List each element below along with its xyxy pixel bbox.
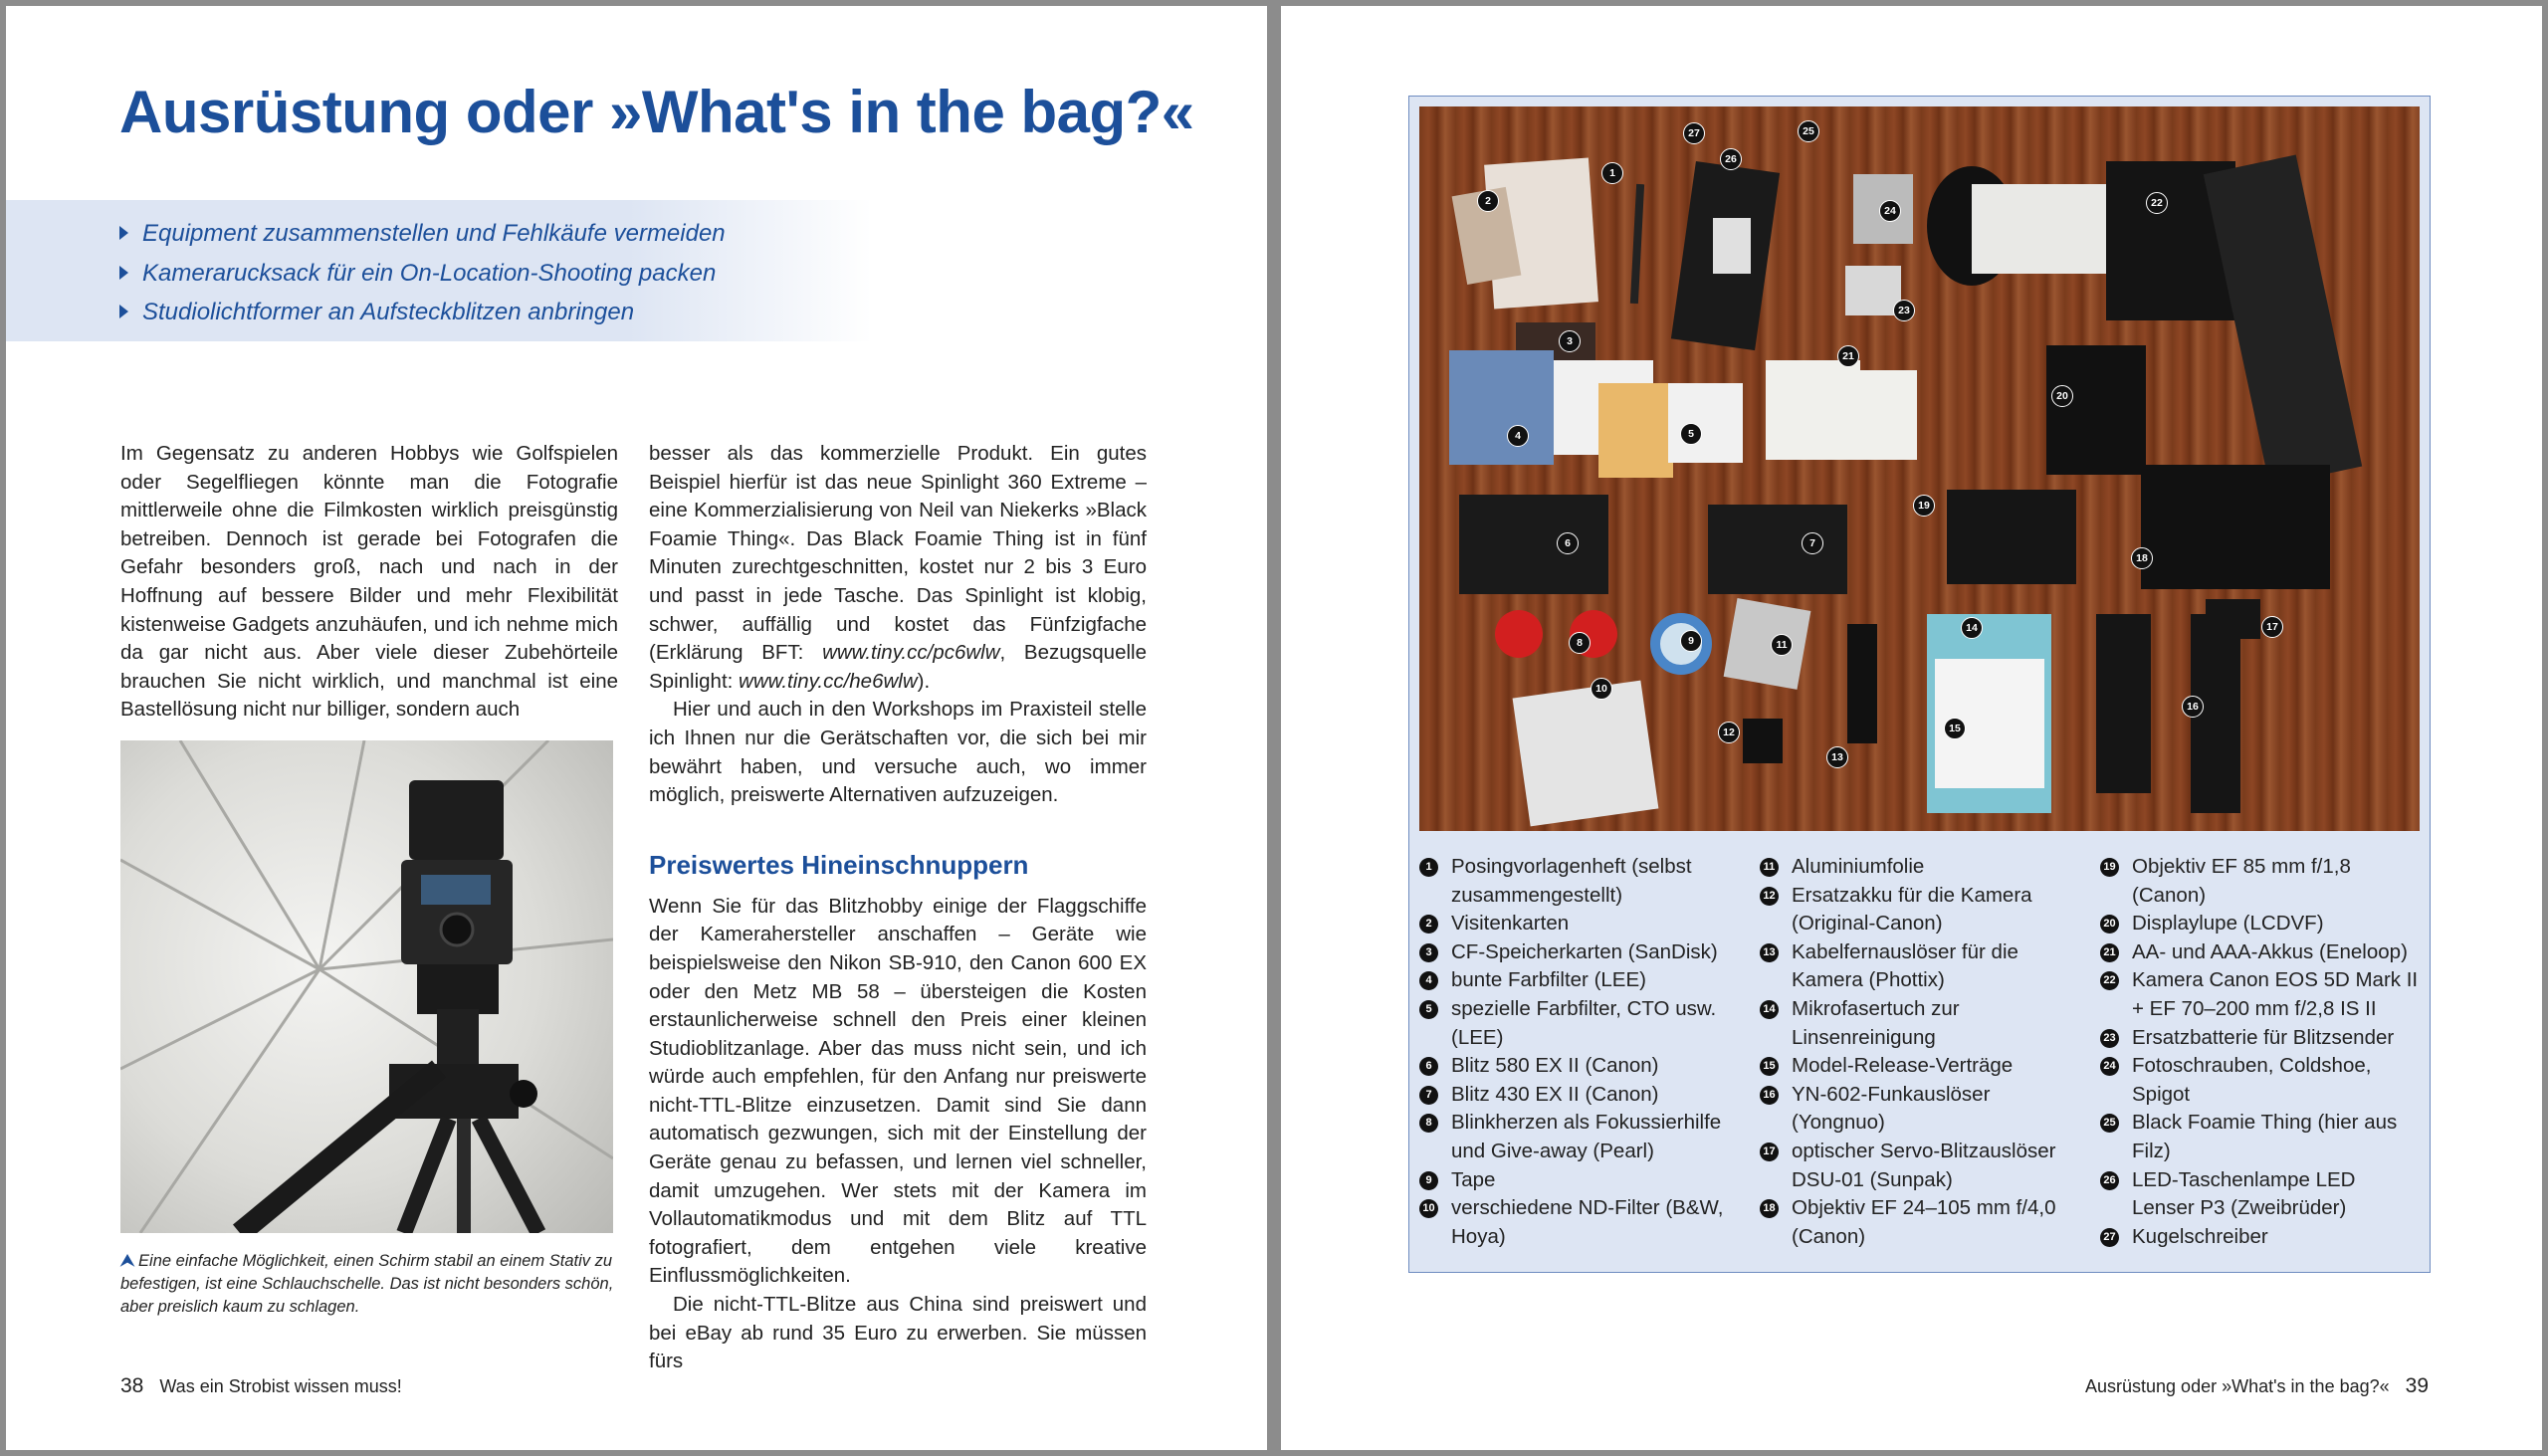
legend-column-2 (1760, 853, 2068, 1251)
number-badge: 9 (1419, 1171, 1438, 1190)
photo-number-marker: 14 (1961, 617, 1983, 639)
legend-item: 26 LED-Taschenlampe LED Lenser P3 (Zweibrüder) (2100, 1166, 2419, 1223)
photo-number-marker: 23 (1893, 300, 1915, 321)
photo-number-marker: 17 (2261, 616, 2283, 638)
photo-number-marker: 3 (1559, 330, 1581, 352)
legend-item: 10 verschiedene ND-Filter (B&W, Hoya) (1419, 1194, 1728, 1251)
legend-item: 20 Displaylupe (LCDVF) (2100, 910, 2419, 938)
equipment-flatlay-photo (1419, 106, 2420, 831)
body-paragraph: Die nicht-TTL-Blitze aus China sind preiswert und bei eBay ab rund 35 Euro zu erwerben. Sie müssen fürs (649, 1293, 1147, 1373)
triangle-bullet-icon (119, 305, 128, 318)
number-badge: 26 (2100, 1171, 2119, 1190)
legend-item: 24 Fotoschrauben, Coldshoe, Spigot (2100, 1052, 2419, 1109)
page-footer (2085, 1374, 2429, 1398)
photo-number-marker: 12 (1718, 722, 1740, 743)
section-subheading: Preiswertes Hineinschnuppern (649, 849, 1029, 880)
number-badge: 19 (2100, 858, 2119, 877)
photo-number-marker: 7 (1802, 532, 1823, 554)
number-badge: 12 (1760, 887, 1779, 906)
number-badge: 3 (1419, 943, 1438, 962)
photo-number-marker: 22 (2146, 192, 2168, 214)
body-paragraph: Im Gegensatz zu anderen Hobbys wie Golfspielen oder Segelfliegen könnte man die Fotografie mittlerweile ohne die Filmkosten wirklich preisgünstig betreiben. Dennoch ist gerade bei Fotografen die Gefahr besonders groß, nach und nach in der Hoffnung auf bessere Bilder und mehr Flexibilität kistenweise Gadgets anzuhäufen, und ich nehme mich da gar nicht aus. Aber viele dieser Zubehörteile brauchen Sie nicht wirklich, und manchmal ist eine Bastellösung nicht nur billiger, sondern auch (120, 442, 618, 722)
number-badge: 23 (2100, 1029, 2119, 1048)
number-badge: 8 (1419, 1114, 1438, 1133)
number-badge: 27 (2100, 1228, 2119, 1247)
number-badge: 13 (1760, 943, 1779, 962)
number-badge: 11 (1760, 858, 1779, 877)
legend-item: 8 Blinkherzen als Fokussierhilfe und Give-away (Pearl) (1419, 1109, 1728, 1165)
text-column-1 (120, 440, 618, 725)
photo-number-marker: 16 (2182, 696, 2204, 718)
legend-item: 4 bunte Farbfilter (LEE) (1419, 966, 1728, 995)
body-paragraph: Wenn Sie für das Blitzhobby einige der Flaggschiffe der Kamerahersteller anschaffen – Geräte wie beispielsweise den Nikon SB-910, den Canon 600 EX oder den Metz MB 58 – übersteigen die Kosten erstaunlicherweise schnell den Preis einer kleinen Studioblitzanlage. Aber das muss nicht sein, und ich würde auch empfehlen, für den Anfang nur preiswerte nicht-TTL-Blitze einzusetzen. Damit sind Sie dann automatisch gezwungen, sich mit der Einstellung der Geräte genau zu befassen, und lernen viel schneller, damit umzugehen. Wer stets mit der Kamera im Vollautomatikmodus und mit dem Blitz auf TTL fotografiert, dem entgehen viele kreative Einflussmöglichkeiten. (649, 894, 1147, 1288)
legend-item: 14 Mikrofasertuch zur Linsenreinigung (1760, 995, 2068, 1052)
url-link: www.tiny.cc/pc6wlw (822, 641, 1000, 665)
chapter-goals (6, 200, 872, 341)
body-paragraph: Hier und auch in den Workshops im Praxisteil stelle ich Ihnen nur die Gerätschaften vor, die sich bei mir bewährt haben, und versuche auch, wo immer möglich, preiswerte Alternativen aufzuzeigen. (649, 698, 1147, 807)
number-badge: 15 (1760, 1057, 1779, 1076)
text-column-2 (649, 440, 1147, 1376)
photo-caption: ⮝ Eine einfache Möglichkeit, einen Schirm stabil an einem Stativ zu befestigen, ist eine Schlauchschelle. Das ist nicht besonders schön, aber preislich kaum zu schlagen. (120, 1252, 614, 1316)
running-head: Was ein Strobist wissen muss! (159, 1376, 402, 1396)
photo-number-marker: 4 (1507, 425, 1529, 447)
legend-item: 2 Visitenkarten (1419, 910, 1728, 938)
photo-number-marker: 8 (1569, 632, 1591, 654)
number-badge: 2 (1419, 915, 1438, 934)
triangle-bullet-icon (119, 266, 128, 280)
legend-item: 7 Blitz 430 EX II (Canon) (1419, 1081, 1728, 1110)
number-badge: 10 (1419, 1199, 1438, 1218)
legend-column-1 (1419, 853, 1728, 1251)
legend-item: 5 spezielle Farbfilter, CTO usw. (LEE) (1419, 995, 1728, 1052)
legend-item: 27 Kugelschreiber (2100, 1223, 2419, 1252)
number-badge: 4 (1419, 971, 1438, 990)
legend-item: 21 AA- und AAA-Akkus (Eneloop) (2100, 938, 2419, 967)
legend-item: 23 Ersatzbatterie für Blitzsender (2100, 1024, 2419, 1053)
photo-number-marker: 21 (1837, 345, 1859, 367)
goal-item: Studiolichtformer an Aufsteckblitzen anbringen (119, 299, 634, 326)
up-arrow-icon: ⮝ (120, 1252, 135, 1270)
body-paragraph: besser als das kommerzielle Produkt. Ein gutes Beispiel hierfür ist das neue Spinlight 360 Extreme – eine Kommerzialisierung von Neil van Niekerks »Black Foamie Thing«. Das Black Foamie Thing ist in fünf Minuten zurechtgeschnitten, kostet nur 2 bis 3 Euro und passt in jede Tasche. Das Spinlight ist klobig, schwer, auffällig und kostet das Fünfzigfache (Erklärung BFT: www.tiny.cc/pc6wlw, Bezugsquelle Spinlight: www.tiny.cc/he6wlw). (649, 442, 1147, 693)
photo-number-marker: 15 (1944, 718, 1966, 739)
goal-item: Kamerarucksack für ein On-Location-Shooting packen (119, 260, 716, 288)
goal-item: Equipment zusammenstellen und Fehlkäufe vermeiden (119, 220, 726, 248)
number-badge: 25 (2100, 1114, 2119, 1133)
number-badge: 17 (1760, 1143, 1779, 1161)
photo-number-marker: 13 (1826, 746, 1848, 768)
chapter-title: Ausrüstung oder »What's in the bag?« (119, 79, 1194, 145)
number-badge: 1 (1419, 858, 1438, 877)
number-badge: 24 (2100, 1057, 2119, 1076)
right-page (1281, 6, 2542, 1450)
triangle-bullet-icon (119, 226, 128, 240)
photo-number-marker: 24 (1879, 200, 1901, 222)
page-number: 39 (2405, 1374, 2429, 1397)
legend-item: 11 Aluminiumfolie (1760, 853, 2068, 882)
photo-number-marker: 25 (1798, 120, 1819, 142)
legend-item: 6 Blitz 580 EX II (Canon) (1419, 1052, 1728, 1081)
number-badge: 22 (2100, 971, 2119, 990)
photo-number-marker: 11 (1771, 634, 1793, 656)
legend-column-3 (2100, 853, 2419, 1251)
number-badge: 6 (1419, 1057, 1438, 1076)
legend-item: 3 CF-Speicherkarten (SanDisk) (1419, 938, 1728, 967)
photo-number-marker: 26 (1720, 148, 1742, 170)
legend-item: 13 Kabelfernauslöser für die Kamera (Phottix) (1760, 938, 2068, 995)
number-badge: 18 (1760, 1199, 1779, 1218)
photo-number-marker: 19 (1913, 495, 1935, 517)
equipment-figure (1408, 96, 2431, 1273)
legend-item: 19 Objektiv EF 85 mm f/1,8 (Canon) (2100, 853, 2419, 910)
number-badge: 20 (2100, 915, 2119, 934)
number-badge: 5 (1419, 1000, 1438, 1019)
number-badge: 16 (1760, 1086, 1779, 1105)
photo-number-marker: 27 (1683, 122, 1705, 144)
legend-item: 15 Model-Release-Verträge (1760, 1052, 2068, 1081)
legend-item: 16 YN-602-Funkauslöser (Yongnuo) (1760, 1081, 2068, 1138)
running-head: Ausrüstung oder »What's in the bag?« (2085, 1376, 2390, 1396)
photo-number-marker: 5 (1680, 423, 1702, 445)
photo-number-marker: 6 (1557, 532, 1579, 554)
photo-number-marker: 18 (2131, 547, 2153, 569)
umbrella-photo (120, 740, 613, 1233)
legend-item: 18 Objektiv EF 24–105 mm f/4,0 (Canon) (1760, 1194, 2068, 1251)
page-number: 38 (120, 1374, 144, 1397)
number-badge: 21 (2100, 943, 2119, 962)
page-footer (120, 1374, 402, 1398)
number-badge: 14 (1760, 1000, 1779, 1019)
url-link: www.tiny.cc/he6wlw (739, 669, 918, 693)
photo-number-marker: 1 (1601, 162, 1623, 184)
legend-item: 22 Kamera Canon EOS 5D Mark II + EF 70–200 mm f/2,8 IS II (2100, 966, 2419, 1023)
photo-number-marker: 10 (1591, 678, 1612, 700)
photo-number-marker: 20 (2051, 385, 2073, 407)
legend-item: 25 Black Foamie Thing (hier aus Filz) (2100, 1109, 2419, 1165)
photo-number-marker: 2 (1477, 190, 1499, 212)
legend-item: 9 Tape (1419, 1166, 1728, 1195)
legend-item: 17 optischer Servo-Blitzauslöser DSU-01 (Sunpak) (1760, 1138, 2068, 1194)
legend-item: 1 Posingvorlagenheft (selbst zusammengestellt) (1419, 853, 1728, 910)
legend-item: 12 Ersatzakku für die Kamera (Original-Canon) (1760, 882, 2068, 938)
number-badge: 7 (1419, 1086, 1438, 1105)
photo-number-marker: 9 (1680, 630, 1702, 652)
left-page (6, 6, 1267, 1450)
